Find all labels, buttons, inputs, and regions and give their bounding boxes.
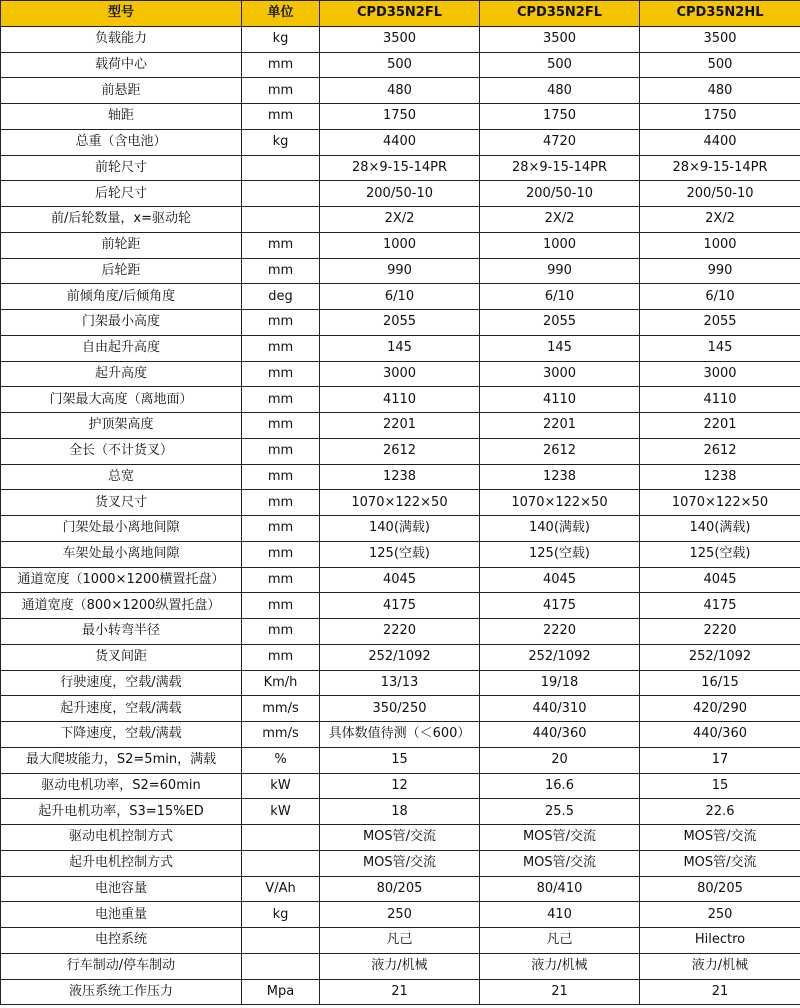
value-cell-model-2: 140(满载)	[480, 516, 640, 542]
value-cell-model-3: 125(空载)	[640, 541, 800, 567]
value-cell-model-3: 4110	[640, 387, 800, 413]
value-cell-model-1: 28×9-15-14PR	[320, 155, 480, 181]
unit-cell: mm	[242, 593, 320, 619]
value-cell-model-1: 2612	[320, 438, 480, 464]
value-cell-model-3: 22.6	[640, 799, 800, 825]
table-row	[1, 541, 800, 567]
value-cell-model-2: 16.6	[480, 773, 640, 799]
value-cell-model-1: MOS管/交流	[320, 850, 480, 876]
value-cell-model-3: 1750	[640, 104, 800, 130]
value-cell-model-3: 145	[640, 335, 800, 361]
param-cell: 负载能力	[1, 26, 242, 52]
param-cell: 起升电机功率，S3=15%ED	[1, 799, 242, 825]
unit-cell: mm	[242, 232, 320, 258]
param-cell: 起升高度	[1, 361, 242, 387]
table-row	[1, 799, 800, 825]
table-row	[1, 26, 800, 52]
value-cell-model-3: 4175	[640, 593, 800, 619]
unit-cell: mm/s	[242, 696, 320, 722]
param-cell: 自由起升高度	[1, 335, 242, 361]
value-cell-model-1: 145	[320, 335, 480, 361]
table-row	[1, 644, 800, 670]
unit-cell: mm	[242, 567, 320, 593]
value-cell-model-1: 2X/2	[320, 207, 480, 233]
value-cell-model-3: 2201	[640, 413, 800, 439]
table-row	[1, 129, 800, 155]
value-cell-model-3: 3500	[640, 26, 800, 52]
value-cell-model-1: 4045	[320, 567, 480, 593]
value-cell-model-3: 440/360	[640, 722, 800, 748]
table-row	[1, 310, 800, 336]
param-cell: 电池重量	[1, 902, 242, 928]
table-row	[1, 516, 800, 542]
value-cell-model-1: 1238	[320, 464, 480, 490]
value-cell-model-2: 2X/2	[480, 207, 640, 233]
unit-cell	[242, 850, 320, 876]
param-cell: 轴距	[1, 104, 242, 130]
unit-cell: mm	[242, 464, 320, 490]
value-cell-model-2: 125(空载)	[480, 541, 640, 567]
value-cell-model-2: 20	[480, 747, 640, 773]
value-cell-model-3: 250	[640, 902, 800, 928]
value-cell-model-2: 4720	[480, 129, 640, 155]
table-row	[1, 464, 800, 490]
param-cell: 电池容量	[1, 876, 242, 902]
value-cell-model-2: 3000	[480, 361, 640, 387]
unit-cell	[242, 207, 320, 233]
table-row	[1, 825, 800, 851]
value-cell-model-2: MOS管/交流	[480, 850, 640, 876]
table-row	[1, 181, 800, 207]
value-cell-model-3: 4045	[640, 567, 800, 593]
unit-cell: mm	[242, 310, 320, 336]
table-row	[1, 979, 800, 1005]
unit-cell: kW	[242, 773, 320, 799]
table-row	[1, 52, 800, 78]
unit-cell: mm/s	[242, 722, 320, 748]
unit-cell: mm	[242, 413, 320, 439]
value-cell-model-1: 990	[320, 258, 480, 284]
value-cell-model-1: 凡己	[320, 928, 480, 954]
value-cell-model-2: 440/360	[480, 722, 640, 748]
unit-cell	[242, 181, 320, 207]
value-cell-model-2: 25.5	[480, 799, 640, 825]
value-cell-model-2: 252/1092	[480, 644, 640, 670]
value-cell-model-3: 1000	[640, 232, 800, 258]
param-cell: 驱动电机控制方式	[1, 825, 242, 851]
value-cell-model-1: 1750	[320, 104, 480, 130]
param-cell: 货叉尺寸	[1, 490, 242, 516]
value-cell-model-1: 4400	[320, 129, 480, 155]
value-cell-model-3: 480	[640, 78, 800, 104]
value-cell-model-3: 252/1092	[640, 644, 800, 670]
value-cell-model-2: 200/50-10	[480, 181, 640, 207]
value-cell-model-3: 200/50-10	[640, 181, 800, 207]
table-row	[1, 387, 800, 413]
unit-cell: mm	[242, 438, 320, 464]
param-cell: 前轮尺寸	[1, 155, 242, 181]
value-cell-model-1: 125(空载)	[320, 541, 480, 567]
value-cell-model-3: MOS管/交流	[640, 850, 800, 876]
value-cell-model-2: 2612	[480, 438, 640, 464]
value-cell-model-3: 6/10	[640, 284, 800, 310]
unit-cell: kg	[242, 902, 320, 928]
value-cell-model-1: 350/250	[320, 696, 480, 722]
value-cell-model-2: 液力/机械	[480, 953, 640, 979]
param-cell: 总重（含电池）	[1, 129, 242, 155]
param-cell: 门架最小高度	[1, 310, 242, 336]
unit-cell: mm	[242, 52, 320, 78]
unit-cell: mm	[242, 541, 320, 567]
table-row	[1, 438, 800, 464]
param-cell: 车架处最小离地间隙	[1, 541, 242, 567]
value-cell-model-3: 2220	[640, 619, 800, 645]
value-cell-model-1: 2220	[320, 619, 480, 645]
table-row	[1, 902, 800, 928]
value-cell-model-1: MOS管/交流	[320, 825, 480, 851]
table-row	[1, 773, 800, 799]
value-cell-model-3: 2612	[640, 438, 800, 464]
param-cell: 前轮距	[1, 232, 242, 258]
value-cell-model-1: 具体数值待测（＜600）	[320, 722, 480, 748]
param-cell: 起升电机控制方式	[1, 850, 242, 876]
value-cell-model-2: 480	[480, 78, 640, 104]
table-row	[1, 850, 800, 876]
value-cell-model-3: 2X/2	[640, 207, 800, 233]
unit-cell: Km/h	[242, 670, 320, 696]
value-cell-model-2: 4045	[480, 567, 640, 593]
value-cell-model-1: 2055	[320, 310, 480, 336]
table-row	[1, 78, 800, 104]
value-cell-model-3: 28×9-15-14PR	[640, 155, 800, 181]
value-cell-model-3: 80/205	[640, 876, 800, 902]
value-cell-model-1: 13/13	[320, 670, 480, 696]
unit-cell: mm	[242, 644, 320, 670]
unit-cell: kW	[242, 799, 320, 825]
unit-cell	[242, 953, 320, 979]
value-cell-model-2: 19/18	[480, 670, 640, 696]
value-cell-model-1: 18	[320, 799, 480, 825]
value-cell-model-1: 480	[320, 78, 480, 104]
value-cell-model-1: 3000	[320, 361, 480, 387]
value-cell-model-2: 凡己	[480, 928, 640, 954]
value-cell-model-2: 6/10	[480, 284, 640, 310]
header-model-3: CPD35N2HL	[640, 1, 800, 27]
param-cell: 最小转弯半径	[1, 619, 242, 645]
value-cell-model-1: 6/10	[320, 284, 480, 310]
value-cell-model-2: 440/310	[480, 696, 640, 722]
unit-cell	[242, 928, 320, 954]
table-row	[1, 490, 800, 516]
value-cell-model-3: 1238	[640, 464, 800, 490]
param-cell: 下降速度，空载/满载	[1, 722, 242, 748]
table-row	[1, 413, 800, 439]
header-unit: 单位	[242, 1, 320, 27]
value-cell-model-3: 15	[640, 773, 800, 799]
value-cell-model-3: 2055	[640, 310, 800, 336]
table-row	[1, 722, 800, 748]
value-cell-model-3: MOS管/交流	[640, 825, 800, 851]
param-cell: 后轮尺寸	[1, 181, 242, 207]
param-cell: 后轮距	[1, 258, 242, 284]
value-cell-model-2: 80/410	[480, 876, 640, 902]
value-cell-model-2: 3500	[480, 26, 640, 52]
value-cell-model-3: 140(满载)	[640, 516, 800, 542]
unit-cell: mm	[242, 258, 320, 284]
table-row	[1, 232, 800, 258]
table-row	[1, 876, 800, 902]
table-row	[1, 104, 800, 130]
value-cell-model-1: 4110	[320, 387, 480, 413]
value-cell-model-3: 3000	[640, 361, 800, 387]
value-cell-model-1: 200/50-10	[320, 181, 480, 207]
value-cell-model-2: 4110	[480, 387, 640, 413]
table-row	[1, 593, 800, 619]
table-row	[1, 953, 800, 979]
value-cell-model-1: 2201	[320, 413, 480, 439]
value-cell-model-3: 420/290	[640, 696, 800, 722]
unit-cell: Mpa	[242, 979, 320, 1005]
unit-cell: deg	[242, 284, 320, 310]
unit-cell: %	[242, 747, 320, 773]
param-cell: 通道宽度（1000×1200横置托盘）	[1, 567, 242, 593]
value-cell-model-2: MOS管/交流	[480, 825, 640, 851]
value-cell-model-3: 500	[640, 52, 800, 78]
param-cell: 驱动电机功率，S2=60min	[1, 773, 242, 799]
value-cell-model-3: 1070×122×50	[640, 490, 800, 516]
value-cell-model-1: 21	[320, 979, 480, 1005]
unit-cell: kg	[242, 26, 320, 52]
value-cell-model-1: 140(满载)	[320, 516, 480, 542]
param-cell: 电控系统	[1, 928, 242, 954]
value-cell-model-2: 1070×122×50	[480, 490, 640, 516]
param-cell: 前悬距	[1, 78, 242, 104]
param-cell: 最大爬坡能力，S2=5min，满载	[1, 747, 242, 773]
table-row	[1, 207, 800, 233]
value-cell-model-1: 3500	[320, 26, 480, 52]
value-cell-model-2: 21	[480, 979, 640, 1005]
table-row	[1, 284, 800, 310]
unit-cell: mm	[242, 619, 320, 645]
table-row	[1, 335, 800, 361]
param-cell: 全长（不计货叉）	[1, 438, 242, 464]
unit-cell: kg	[242, 129, 320, 155]
table-body	[1, 26, 800, 1005]
value-cell-model-1: 1070×122×50	[320, 490, 480, 516]
table-row	[1, 747, 800, 773]
value-cell-model-3: 16/15	[640, 670, 800, 696]
unit-cell: V/Ah	[242, 876, 320, 902]
unit-cell: mm	[242, 78, 320, 104]
param-cell: 通道宽度（800×1200纵置托盘）	[1, 593, 242, 619]
value-cell-model-2: 990	[480, 258, 640, 284]
value-cell-model-1: 250	[320, 902, 480, 928]
param-cell: 前/后轮数量，x=驱动轮	[1, 207, 242, 233]
value-cell-model-3: 4400	[640, 129, 800, 155]
param-cell: 门架处最小离地间隙	[1, 516, 242, 542]
param-cell: 载荷中心	[1, 52, 242, 78]
value-cell-model-3: 21	[640, 979, 800, 1005]
value-cell-model-2: 1750	[480, 104, 640, 130]
value-cell-model-1: 液力/机械	[320, 953, 480, 979]
unit-cell: mm	[242, 516, 320, 542]
param-cell: 行驶速度，空载/满载	[1, 670, 242, 696]
unit-cell: mm	[242, 490, 320, 516]
table-row	[1, 696, 800, 722]
value-cell-model-2: 1000	[480, 232, 640, 258]
value-cell-model-1: 12	[320, 773, 480, 799]
value-cell-model-2: 4175	[480, 593, 640, 619]
header-model-1: CPD35N2FL	[320, 1, 480, 27]
value-cell-model-2: 145	[480, 335, 640, 361]
header-model-2: CPD35N2FL	[480, 1, 640, 27]
unit-cell: mm	[242, 335, 320, 361]
param-cell: 总宽	[1, 464, 242, 490]
param-cell: 货叉间距	[1, 644, 242, 670]
value-cell-model-1: 80/205	[320, 876, 480, 902]
param-cell: 起升速度，空载/满载	[1, 696, 242, 722]
value-cell-model-2: 2055	[480, 310, 640, 336]
value-cell-model-3: 液力/机械	[640, 953, 800, 979]
value-cell-model-1: 15	[320, 747, 480, 773]
value-cell-model-3: 17	[640, 747, 800, 773]
table-row	[1, 928, 800, 954]
param-cell: 行车制动/停车制动	[1, 953, 242, 979]
table-row	[1, 258, 800, 284]
param-cell: 前倾角度/后倾角度	[1, 284, 242, 310]
value-cell-model-3: Hilectro	[640, 928, 800, 954]
value-cell-model-2: 28×9-15-14PR	[480, 155, 640, 181]
value-cell-model-1: 500	[320, 52, 480, 78]
param-cell: 护顶架高度	[1, 413, 242, 439]
value-cell-model-3: 990	[640, 258, 800, 284]
value-cell-model-1: 4175	[320, 593, 480, 619]
value-cell-model-1: 1000	[320, 232, 480, 258]
unit-cell: mm	[242, 387, 320, 413]
table-row	[1, 619, 800, 645]
table-header	[1, 1, 800, 27]
value-cell-model-1: 252/1092	[320, 644, 480, 670]
table-row	[1, 567, 800, 593]
table-row	[1, 361, 800, 387]
table-row	[1, 670, 800, 696]
unit-cell	[242, 825, 320, 851]
value-cell-model-2: 500	[480, 52, 640, 78]
unit-cell: mm	[242, 361, 320, 387]
value-cell-model-2: 1238	[480, 464, 640, 490]
header-row	[1, 1, 800, 27]
value-cell-model-2: 2220	[480, 619, 640, 645]
param-cell: 门架最大高度（离地面）	[1, 387, 242, 413]
header-param: 型号	[1, 1, 242, 27]
value-cell-model-2: 2201	[480, 413, 640, 439]
unit-cell	[242, 155, 320, 181]
unit-cell: mm	[242, 104, 320, 130]
value-cell-model-2: 410	[480, 902, 640, 928]
param-cell: 液压系统工作压力	[1, 979, 242, 1005]
table-row	[1, 155, 800, 181]
